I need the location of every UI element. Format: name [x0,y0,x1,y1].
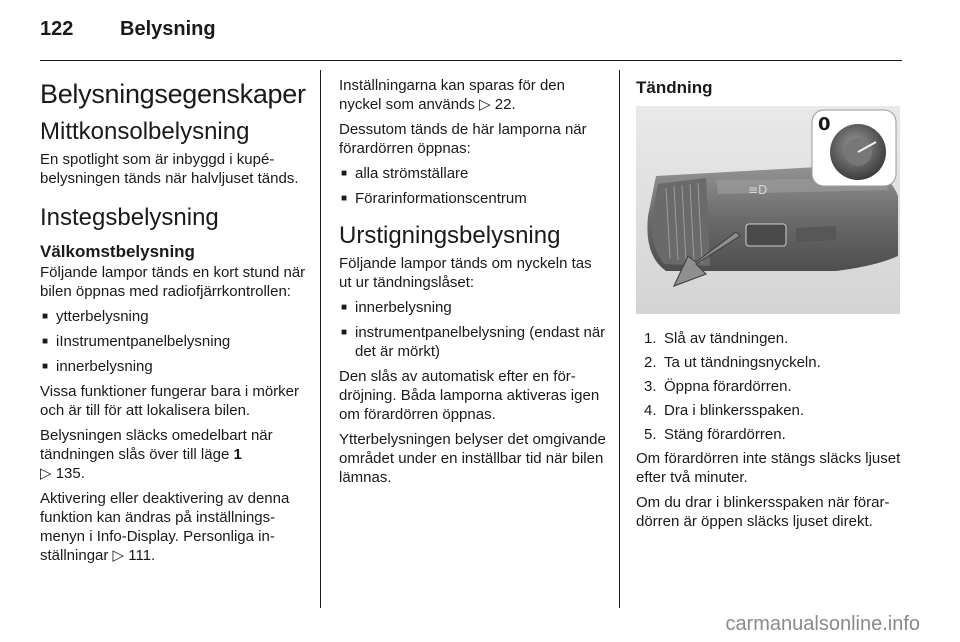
list-item [636,329,904,348]
header-title: Belysning [120,18,216,40]
list-item [636,425,904,444]
header-rule [40,60,902,61]
column-2 [339,70,607,493]
subsection-title: Urstigningsbelysning [339,222,561,249]
paragraph-text: Belysningen släcks omedelbart när tändningen slås över till läge [40,427,273,463]
bullet-list [40,307,308,376]
subsection-title: Instegsbelysning [40,204,219,231]
subheading: Välkomstbelysning [40,242,195,261]
column-1 [40,70,308,571]
bullet-list [339,298,607,361]
column-3 [636,70,904,537]
list-item: ■ iInstrumentpanelbelysning [40,332,308,351]
step-text: Öppna förardörren. [664,378,792,395]
paragraph: Om förardörren inte stängs släcks ljuset efter två minuter. [636,450,901,486]
step-text: Stäng förardörren. [664,426,786,443]
paragraph: En spotlight som är inbyggd i kupébelysningen tänds när halvljuset tänds. [40,151,299,187]
step-text: Dra i blinkersspaken. [664,402,805,419]
step-number: 1. [644,330,657,347]
paragraph: Följande lampor tänds om nyckeln tas ut ur tändningslåset: [339,255,592,291]
step-number: 4. [644,402,657,419]
list-item: ■ Förarinformationscentrum [339,189,607,208]
step-list [636,329,904,444]
paragraph: Aktivering eller deaktivering av denna funktion kan ändras på inställningsmenyn i Info-Display. Personliga inställningar ▷ 111. [40,490,290,564]
list-item: ■ ytterbelysning [40,307,308,326]
list-item: ■ alla strömställare [339,164,607,183]
paragraph: Dessutom tänds de här lamporna när förardörren öppnas: [339,121,587,157]
paragraph: Om du drar i blinkersspaken när förardörren är öppen släcks ljuset direkt. [636,494,890,530]
turn-signal-lever-figure [636,106,900,314]
subheading: Tändning [636,78,713,97]
list-item: ■ innerbelysning [40,357,308,376]
page-reference[interactable]: ▷ 135. [40,465,85,482]
page-header [40,18,216,41]
step-number: 3. [644,378,657,395]
step-number: 5. [644,426,657,443]
paragraph: Ytterbelysningen belyser det omgivande området under en inställbar tid när bilen lämnas. [339,431,606,486]
step-number: 2. [644,354,657,371]
svg-text:≡D: ≡D [748,183,768,197]
column-divider [320,70,321,608]
paragraph: Vissa funktioner fungerar bara i mörker och är till för att lokalisera bilen. [40,383,300,419]
section-title: Belysningsegenskaper [40,79,306,109]
step-text: Ta ut tändningsnyckeln. [664,354,821,371]
step-text: Slå av tändningen. [664,330,789,347]
ignition-position-label: 0 [818,114,831,135]
list-item [636,401,904,420]
paragraph [40,426,308,483]
paragraph: Inställningarna kan sparas för den nyckel som används ▷ 22. [339,77,565,113]
paragraph: Den slås av automatisk efter en fördröjning. Båda lamporna aktiveras igen om förardörren öppnas. [339,368,600,423]
page-number: 122 [40,18,74,40]
subsection-title: Mittkonsolbelysning [40,118,250,145]
position-label: 1 [233,446,242,463]
bullet-list [339,164,607,208]
paragraph: Följande lampor tänds en kort stund när bilen öppnas med radiofjärrkontrollen: [40,264,306,300]
list-item [636,353,904,372]
watermark: carmanualsonline.info [725,613,920,635]
list-item: ■ innerbelysning [339,298,607,317]
column-divider [619,70,620,608]
list-item [636,377,904,396]
list-item: ■ instrumentpanelbelysning (endast när det är mörkt) [339,323,607,361]
